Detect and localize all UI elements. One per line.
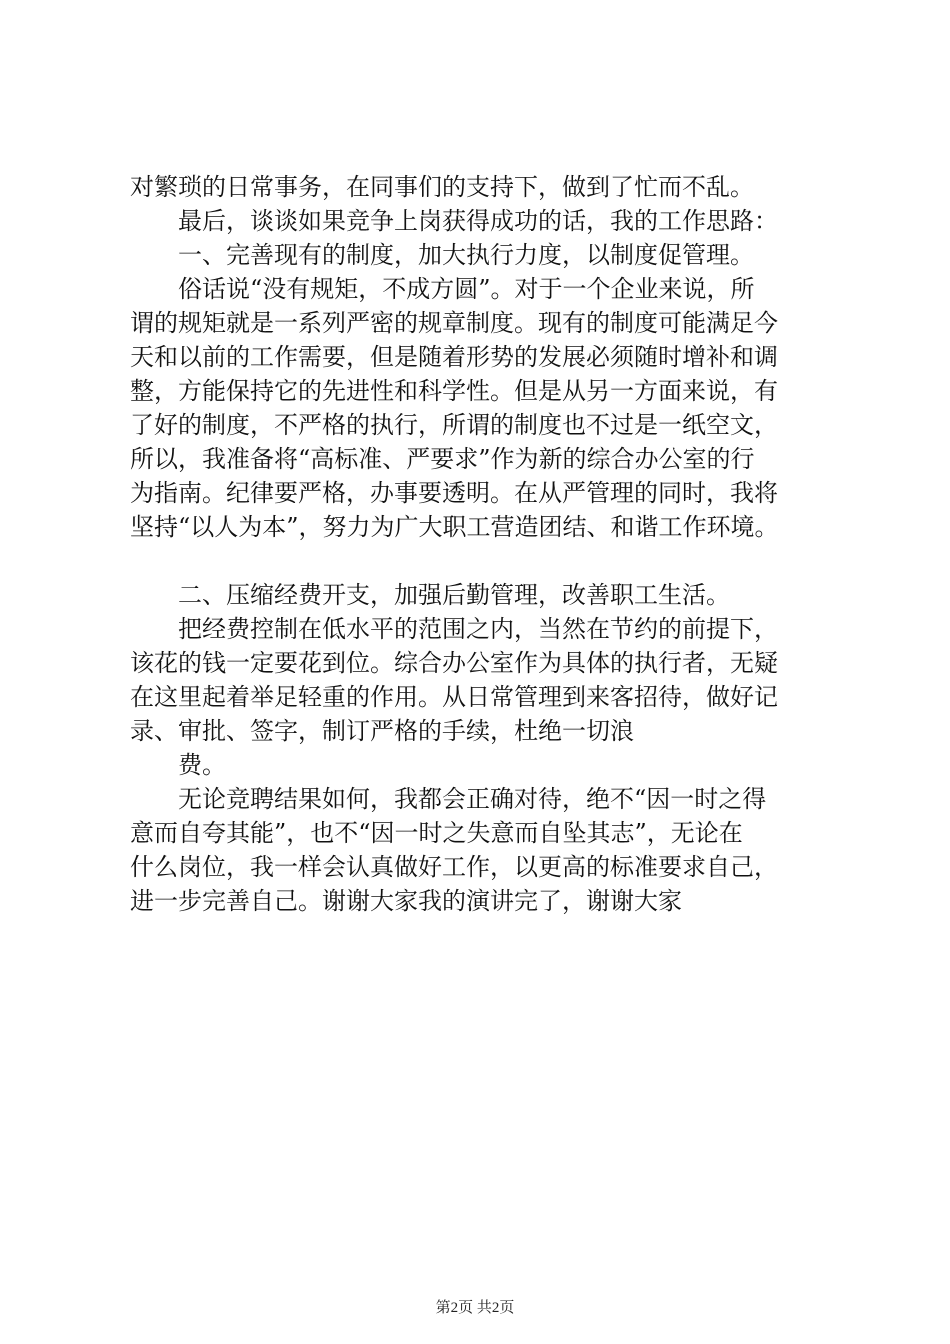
text-line: 什么岗位，我一样会认真做好工作，以更高的标准要求自己， bbox=[130, 853, 778, 881]
text-line: 进一步完善自己。谢谢大家我的演讲完了，谢谢大家 bbox=[130, 887, 682, 915]
text-line: 最后，谈谈如果竞争上岗获得成功的话，我的工作思路： bbox=[178, 207, 778, 235]
text-line: 该花的钱一定要花到位。综合办公室作为具体的执行者，无疑 bbox=[130, 649, 778, 677]
text-line: 了好的制度，不严格的执行，所谓的制度也不过是一纸空文， bbox=[130, 411, 778, 439]
section-heading: 二、压缩经费开支，加强后勤管理，改善职工生活。 bbox=[178, 581, 730, 609]
section-heading: 一、完善现有的制度，加大执行力度，以制度促管理。 bbox=[178, 241, 754, 269]
page-number-footer: 第2页 共2页 bbox=[435, 1300, 515, 1316]
text-line: 把经费控制在低水平的范围之内，当然在节约的前提下， bbox=[178, 615, 778, 643]
text-line: 在这里起着举足轻重的作用。从日常管理到来客招待，做好记 bbox=[130, 683, 778, 711]
text-line: 为指南。纪律要严格，办事要透明。在从严管理的同时，我将 bbox=[130, 479, 778, 507]
text-line: 所以，我准备将“高标准、严要求”作为新的综合办公室的行 bbox=[130, 445, 755, 473]
text-line: 对繁琐的日常事务，在同事们的支持下，做到了忙而不乱。 bbox=[130, 173, 754, 201]
text-line: 俗话说“没有规矩，不成方圆”。对于一个企业来说，所 bbox=[178, 275, 755, 303]
text-line: 无论竞聘结果如何，我都会正确对待，绝不“因一时之得 bbox=[178, 785, 767, 813]
text-line: 录、审批、签字，制订严格的手续，杜绝一切浪 bbox=[130, 717, 634, 745]
blank-line bbox=[130, 544, 850, 578]
text-line: 意而自夸其能”，也不“因一时之失意而自坠其志”，无论在 bbox=[130, 819, 743, 847]
text-line: 费。 bbox=[178, 751, 226, 779]
text-line: 坚持“以人为本”，努力为广大职工营造团结、和谐工作环境。 bbox=[130, 513, 779, 541]
text-line: 整，方能保持它的先进性和科学性。但是从另一方面来说，有 bbox=[130, 377, 778, 405]
text-line: 谓的规矩就是一系列严密的规章制度。现有的制度可能满足今 bbox=[130, 309, 778, 337]
document-body bbox=[130, 170, 850, 918]
text-line: 天和以前的工作需要，但是随着形势的发展必须随时增补和调 bbox=[130, 343, 778, 371]
